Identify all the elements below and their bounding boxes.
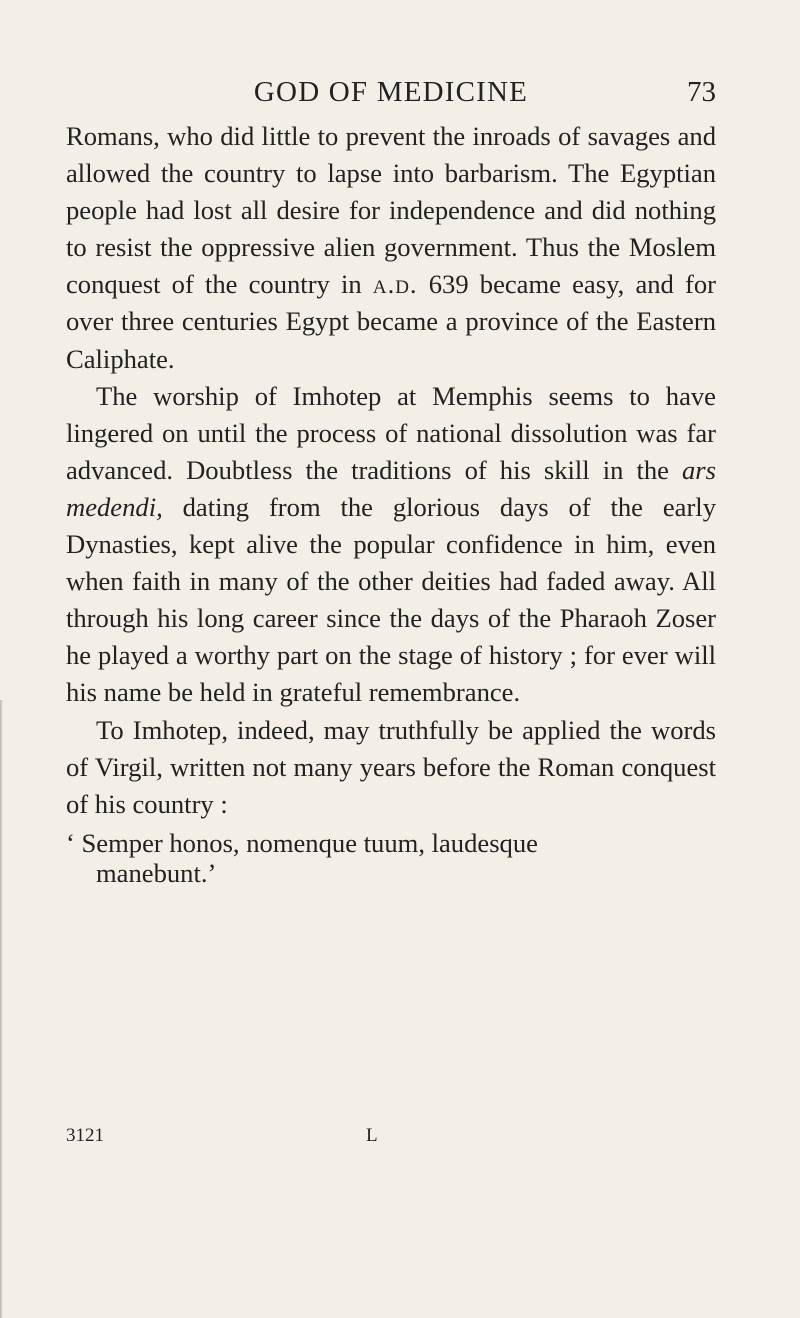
paragraph-text: 639 became easy, and for over three centuries Egypt became a province of the Eastern Caliphate. (66, 269, 716, 374)
page-number: 73 (687, 76, 716, 108)
paragraph-text: The worship of Imhotep at Memphis seems to have lingered on until the process of national dissolution was far advanced. Doubtless the traditions of his skill in the (66, 380, 716, 485)
page-footer (66, 1125, 716, 1155)
paragraph (66, 378, 716, 712)
paragraph (66, 712, 716, 823)
running-head-title: GOD OF MEDICINE (253, 76, 529, 108)
latin-phrase: ars medendi, (66, 454, 716, 522)
book-page (66, 72, 716, 888)
printer-signature-letter: L (366, 1125, 378, 1146)
quote-line: manebunt.’ (96, 857, 217, 888)
quote-line: ‘ Semper honos, nomenque tuum, laudesque (66, 827, 538, 858)
page-binding-edge (0, 700, 3, 1318)
paragraph-text: To Imhotep, indeed, may truthfully be applied the words of Virgil, written not many years before the Roman conquest of his country : (66, 714, 716, 819)
paragraph-text: dating from the glorious days of the early Dynasties, kept alive the popular confidence in him, even when faith in many of the other deities had faded away. All through his long career since the days of the Pharaoh Zoser he played a worthy part on the stage of history ; for ever will his name be held in grateful remembrance. (66, 491, 716, 708)
paragraph (66, 118, 716, 378)
printer-signature-number: 3121 (66, 1125, 104, 1146)
era-abbreviation: a.d. (372, 269, 418, 300)
body-text (66, 118, 716, 823)
running-head (66, 72, 716, 118)
paragraph-text: Romans, who did little to prevent the inroads of savages and allowed the country to lapse into barbarism. The Egyptian people had lost all desire for independence and did nothing to resist the oppressive alien government. Thus the Moslem conquest of the country in (66, 121, 716, 300)
verse-quotation (66, 828, 716, 888)
